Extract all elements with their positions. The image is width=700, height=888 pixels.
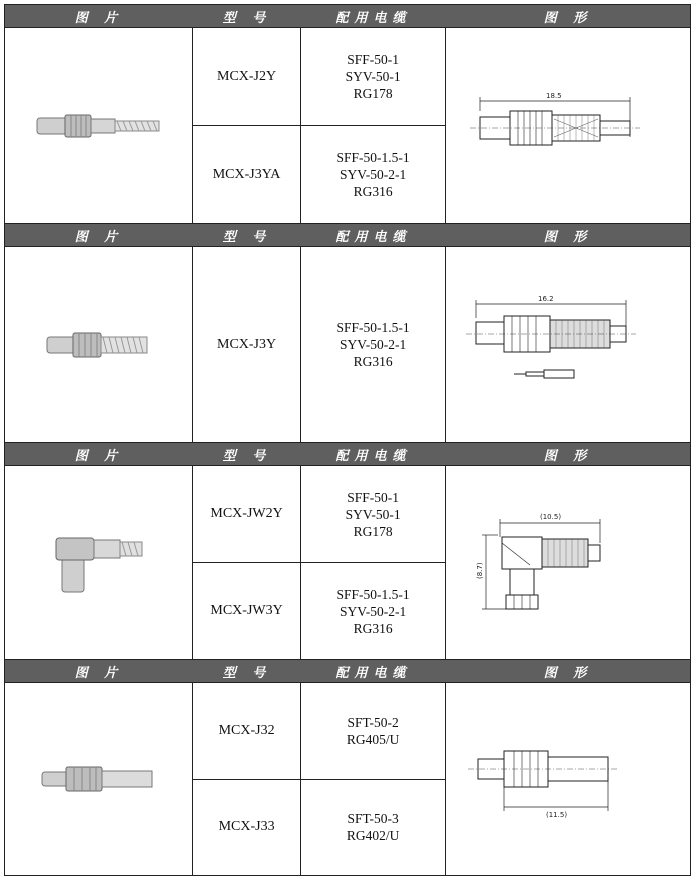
- product-section: [5, 466, 690, 660]
- technical-drawing: [446, 247, 690, 442]
- product-section: [5, 683, 690, 875]
- model-number: MCX-J33: [193, 780, 301, 876]
- model-number: MCX-JW2Y: [193, 466, 301, 562]
- cable-type: RG405/U: [346, 731, 400, 747]
- technical-drawing: [446, 683, 690, 875]
- section-rows: [193, 466, 446, 659]
- cable-type: RG402/U: [346, 828, 400, 844]
- cable-type: SFT-50-3: [347, 811, 399, 827]
- dimension-label: 16.2: [538, 294, 554, 303]
- connector-table: [4, 4, 691, 876]
- cable-type: RG316: [353, 184, 393, 199]
- header-cable: 配用电缆: [335, 665, 412, 681]
- cable-type: SFF-50-1: [347, 489, 399, 505]
- cable-type: SYV-50-2-1: [339, 167, 407, 182]
- technical-drawing: [446, 466, 690, 659]
- cable-type: SFF-50-1.5-1: [336, 586, 410, 602]
- header-drawing: 图 形: [543, 10, 593, 26]
- table-row: [193, 562, 445, 659]
- cable-list: [301, 563, 445, 659]
- model-number: MCX-J3Y: [193, 247, 301, 442]
- model-number: MCX-J2Y: [193, 28, 301, 125]
- straight-connector-photo: [39, 325, 159, 365]
- header-model: 型 号: [222, 665, 272, 681]
- header-cable: 配用电缆: [335, 10, 412, 26]
- product-photo: [5, 28, 193, 223]
- straight-connector-photo: [29, 106, 169, 146]
- header-drawing: 图 形: [543, 229, 593, 245]
- table-row: [193, 779, 445, 876]
- table-row: [193, 28, 445, 125]
- header-drawing: 图 形: [543, 665, 593, 681]
- straight-connector-drawing: [458, 729, 678, 829]
- cable-list: [301, 247, 445, 442]
- table-row: [193, 247, 445, 442]
- table-row: [193, 683, 445, 779]
- header-photo: 图 片: [74, 448, 124, 464]
- table-header: [5, 224, 690, 247]
- straight-connector-drawing: [458, 81, 678, 171]
- technical-drawing: [446, 28, 690, 223]
- model-number: MCX-J32: [193, 683, 301, 779]
- section-rows: [193, 247, 446, 442]
- cable-list: [301, 683, 445, 779]
- table-row: [193, 125, 445, 223]
- cable-type: RG316: [353, 354, 393, 369]
- cable-list: [301, 466, 445, 562]
- cable-type: SYV-50-1: [345, 69, 401, 84]
- dimension-label: 18.5: [546, 91, 562, 100]
- model-number: MCX-JW3Y: [193, 563, 301, 659]
- dimension-label: (11.5): [546, 811, 568, 819]
- cable-type: SFF-50-1: [347, 52, 399, 67]
- right-angle-connector-photo: [44, 518, 154, 608]
- cable-list: [301, 780, 445, 876]
- straight-connector-photo: [34, 759, 164, 799]
- cable-type: SYV-50-2-1: [339, 337, 407, 352]
- cable-list: [301, 126, 445, 223]
- header-photo: 图 片: [74, 665, 124, 681]
- right-angle-connector-drawing: [458, 503, 678, 623]
- cable-type: SYV-50-2-1: [339, 603, 407, 619]
- cable-type: SYV-50-1: [345, 506, 401, 522]
- cable-type: SFT-50-2: [347, 714, 399, 730]
- section-rows: [193, 28, 446, 223]
- header-photo: 图 片: [74, 10, 124, 26]
- cable-type: SFF-50-1.5-1: [336, 320, 410, 335]
- table-header: [5, 660, 690, 683]
- dimension-label-vertical: (8.7): [476, 561, 484, 579]
- header-model: 型 号: [222, 10, 272, 26]
- cable-type: RG316: [353, 620, 393, 636]
- straight-connector-drawing: [458, 290, 678, 400]
- header-cable: 配用电缆: [335, 229, 412, 245]
- product-section: [5, 247, 690, 443]
- model-number: MCX-J3YA: [193, 126, 301, 223]
- product-section: [5, 28, 690, 224]
- header-model: 型 号: [222, 448, 272, 464]
- cable-type: RG178: [353, 86, 393, 101]
- table-row: [193, 466, 445, 562]
- product-photo: [5, 247, 193, 442]
- header-model: 型 号: [222, 229, 272, 245]
- header-drawing: 图 形: [543, 448, 593, 464]
- cable-list: [301, 28, 445, 125]
- section-rows: [193, 683, 446, 875]
- product-photo: [5, 683, 193, 875]
- product-photo: [5, 466, 193, 659]
- cable-type: RG178: [353, 523, 393, 539]
- dimension-label: (10.5): [540, 512, 562, 521]
- header-cable: 配用电缆: [335, 448, 412, 464]
- cable-type: SFF-50-1.5-1: [336, 150, 410, 165]
- table-header: [5, 5, 690, 28]
- table-header: [5, 443, 690, 466]
- header-photo: 图 片: [74, 229, 124, 245]
